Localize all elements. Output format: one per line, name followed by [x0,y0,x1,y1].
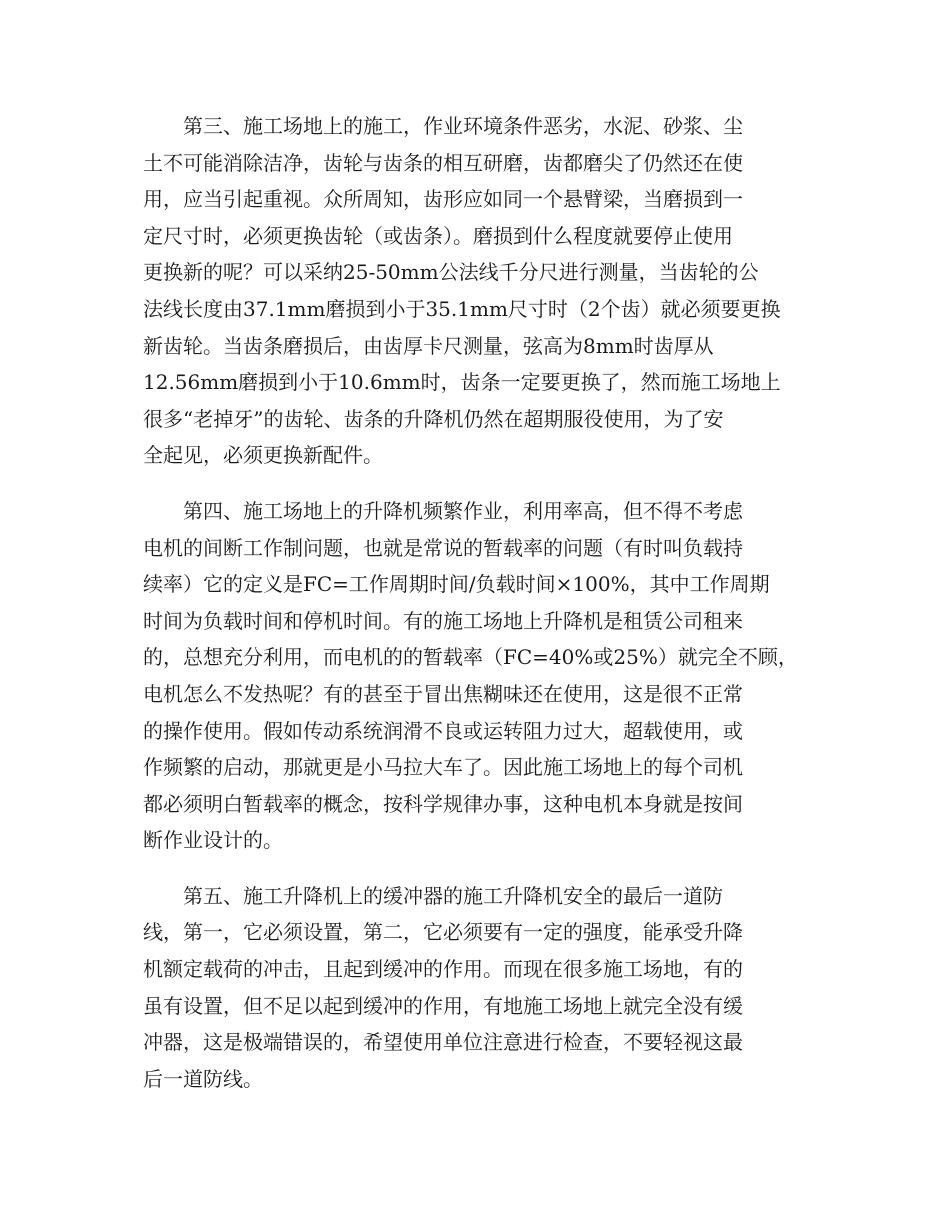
text-line: 更换新的呢？可以采纳25-50mm公法线千分尺进行测量，当齿轮的公 [143,260,759,285]
text-line: 的操作使用。假如传动系统润滑不良或运转阻力过大，超载使用，或 [143,718,743,743]
text-line: 机额定载荷的冲击，且起到缓冲的作用。而现在很多施工场地，有的 [143,957,743,982]
text-line: 用，应当引起重视。众所周知，齿形应如同一个悬臂梁，当磨损到一 [143,187,743,212]
text-line: 线，第一，它必须设置，第二，它必须要有一定的强度，能承受升降 [143,920,743,945]
text-line: 的，总想充分利用，而电机的的暂载率（FC=40%或25%）就完全不顾， [143,645,798,670]
paragraph-fourth [143,493,805,859]
text-line: 很多“老掉牙”的齿轮、齿条的升降机仍然在超期服役使用，为了安 [143,406,724,431]
text-line: 断作业设计的。 [143,828,283,853]
text-line: 时间为负载时间和停机时间。有的施工场地上升降机是租赁公司租来 [143,608,743,633]
text-line: 作频繁的启动，那就更是小马拉大车了。因此施工场地上的每个司机 [143,755,743,780]
text-line: 后一道防线。 [143,1066,263,1091]
text-line: 电机怎么不发热呢？有的甚至于冒出焦糊味还在使用，这是很不正常 [143,681,743,706]
text-line: 第三、施工场地上的施工，作业环境条件恶劣，水泥、砂浆、尘 [183,114,743,138]
text-line: 全起见，必须更换新配件。 [143,443,383,468]
text-line: 都必须明白暂载率的概念，按科学规律办事，这种电机本身就是按间 [143,791,743,816]
text-line: 第五、施工升降机上的缓冲器的施工升降机安全的最后一道防 [183,883,723,908]
document-page [143,108,805,1116]
paragraph-third [143,108,805,474]
text-line: 虽有设置，但不足以起到缓冲的作用，有地施工场地上就完全没有缓 [143,993,743,1018]
paragraph-fifth [143,878,805,1098]
text-line: 冲器，这是极端错误的，希望使用单位注意进行检查，不要轻视这最 [143,1030,743,1055]
text-line: 定尺寸时，必须更换齿轮（或齿条）。磨损到什么程度就要停止使用 [143,223,733,248]
text-line: 电机的间断工作制问题，也就是常说的暂载率的问题（有时叫负载持 [143,535,743,560]
text-line: 第四、施工场地上的升降机频繁作业，利用率高，但不得不考虑 [183,498,743,523]
text-line: 续率）它的定义是FC=工作周期时间/负载时间×100%，其中工作周期 [143,572,770,597]
text-line: 新齿轮。当齿条磨损后，由齿厚卡尺测量，弦高为8mm时齿厚从 [143,333,714,358]
text-line: 12.56mm磨损到小于10.6mm时，齿条一定要更换了，然而施工场地上 [143,370,781,395]
text-line: 土不可能消除洁净，齿轮与齿条的相互研磨，齿都磨尖了仍然还在使 [143,150,743,175]
text-line: 法线长度由37.1mm磨损到小于35.1mm尺寸时（2个齿）就必须要更换 [143,296,781,321]
